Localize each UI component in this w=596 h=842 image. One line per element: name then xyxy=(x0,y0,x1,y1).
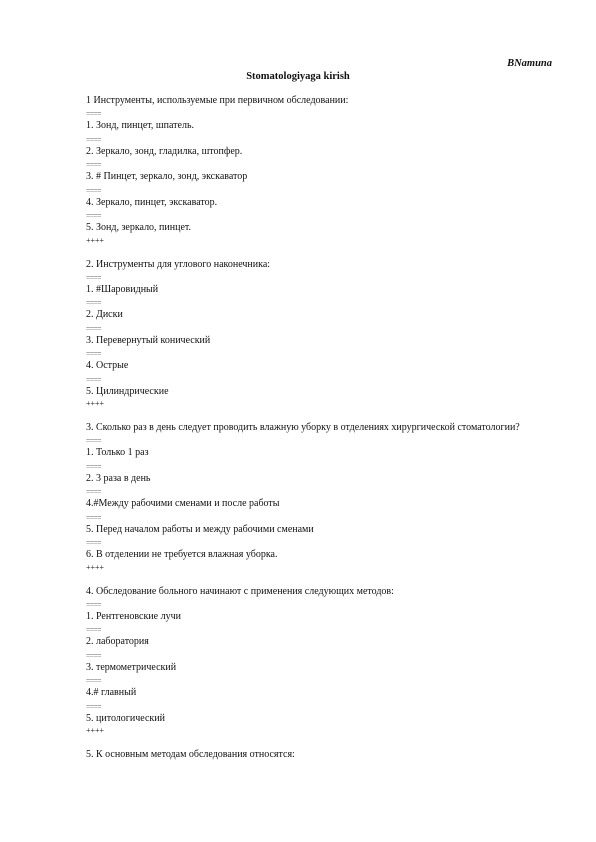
answer-option: 2. лаборатория xyxy=(86,636,149,647)
question-end-marker: ++++ xyxy=(86,562,105,572)
answer-option: 3. # Пинцет, зеркало, зонд, экскаватор xyxy=(86,171,248,182)
option-separator: ==== xyxy=(86,211,101,220)
option-separator: ==== xyxy=(86,134,101,144)
answer-option: 1. Зонд, пинцет, шпатель. xyxy=(86,120,195,131)
option-separator: ==== xyxy=(86,185,101,195)
option-separator: ==== xyxy=(86,512,101,522)
question-block xyxy=(86,749,526,761)
answer-option: 1. Только 1 раз xyxy=(86,447,149,458)
answer-option: 6. В отделении не требуется влажная уборка. xyxy=(86,549,278,560)
option-separator: ==== xyxy=(86,349,101,358)
option-separator: ==== xyxy=(86,625,101,634)
question-block xyxy=(86,95,526,247)
option-separator: ==== xyxy=(86,272,101,282)
answer-option: 5. Зонд, зеркало, пинцет. xyxy=(86,222,192,233)
option-separator: ==== xyxy=(86,701,101,711)
question-block xyxy=(86,259,526,411)
answer-option: 2. 3 раза в день xyxy=(86,472,151,484)
option-separator: ==== xyxy=(86,650,101,660)
option-separator: ==== xyxy=(86,538,101,547)
question-list xyxy=(86,95,526,773)
answer-option: 1. #Шаровидный xyxy=(86,283,159,295)
answer-option: 4.#Между рабочими сменами и после работы xyxy=(86,498,280,509)
option-separator: ==== xyxy=(86,160,101,169)
answer-option: 5. цитологический xyxy=(86,712,165,724)
question-end-marker: ++++ xyxy=(86,399,105,408)
answer-option: 3. Перевернутый конический xyxy=(86,334,211,346)
question-text: 2. Инструменты для углового наконечника: xyxy=(86,258,271,270)
option-separator: ==== xyxy=(86,298,101,307)
answer-option: 5. Цилиндрические xyxy=(86,385,169,397)
option-separator: ==== xyxy=(86,676,101,685)
document-title: Stomatologiyaga kirish xyxy=(246,71,350,82)
answer-option: 3. термометрический xyxy=(86,661,177,673)
question-text: 5. К основным методам обследования относятся: xyxy=(86,749,295,760)
answer-option: 4.# главный xyxy=(86,687,137,698)
option-separator: ==== xyxy=(86,374,101,384)
question-block xyxy=(86,586,526,738)
option-separator: ==== xyxy=(86,323,101,333)
answer-option: 1. Рентгеновские лучи xyxy=(86,610,181,622)
answer-option: 2. Диски xyxy=(86,309,123,320)
question-block xyxy=(86,422,526,574)
answer-option: 5. Перед началом работы и между рабочими сменами xyxy=(86,523,314,535)
author-header: BNamuna xyxy=(507,58,552,69)
option-separator: ==== xyxy=(86,436,101,445)
question-text: 3. Сколько раз в день следует проводить влажную уборку в отделениях хирургической стоматологии? xyxy=(86,422,520,433)
question-end-marker: ++++ xyxy=(86,235,105,245)
question-end-marker: ++++ xyxy=(86,726,105,735)
option-separator: ==== xyxy=(86,109,101,118)
question-text: 4. Обследование больного начинают с применения следующих методов: xyxy=(86,585,394,597)
option-separator: ==== xyxy=(86,461,101,471)
option-separator: ==== xyxy=(86,487,101,496)
answer-option: 4. Зеркало, пинцет, экскаватор. xyxy=(86,196,218,208)
question-text: 1 Инструменты, используемые при первичном обследовании: xyxy=(86,95,349,106)
answer-option: 2. Зеркало, зонд, гладилка, штопфер. xyxy=(86,145,243,157)
answer-option: 4. Острые xyxy=(86,360,129,371)
option-separator: ==== xyxy=(86,599,101,609)
